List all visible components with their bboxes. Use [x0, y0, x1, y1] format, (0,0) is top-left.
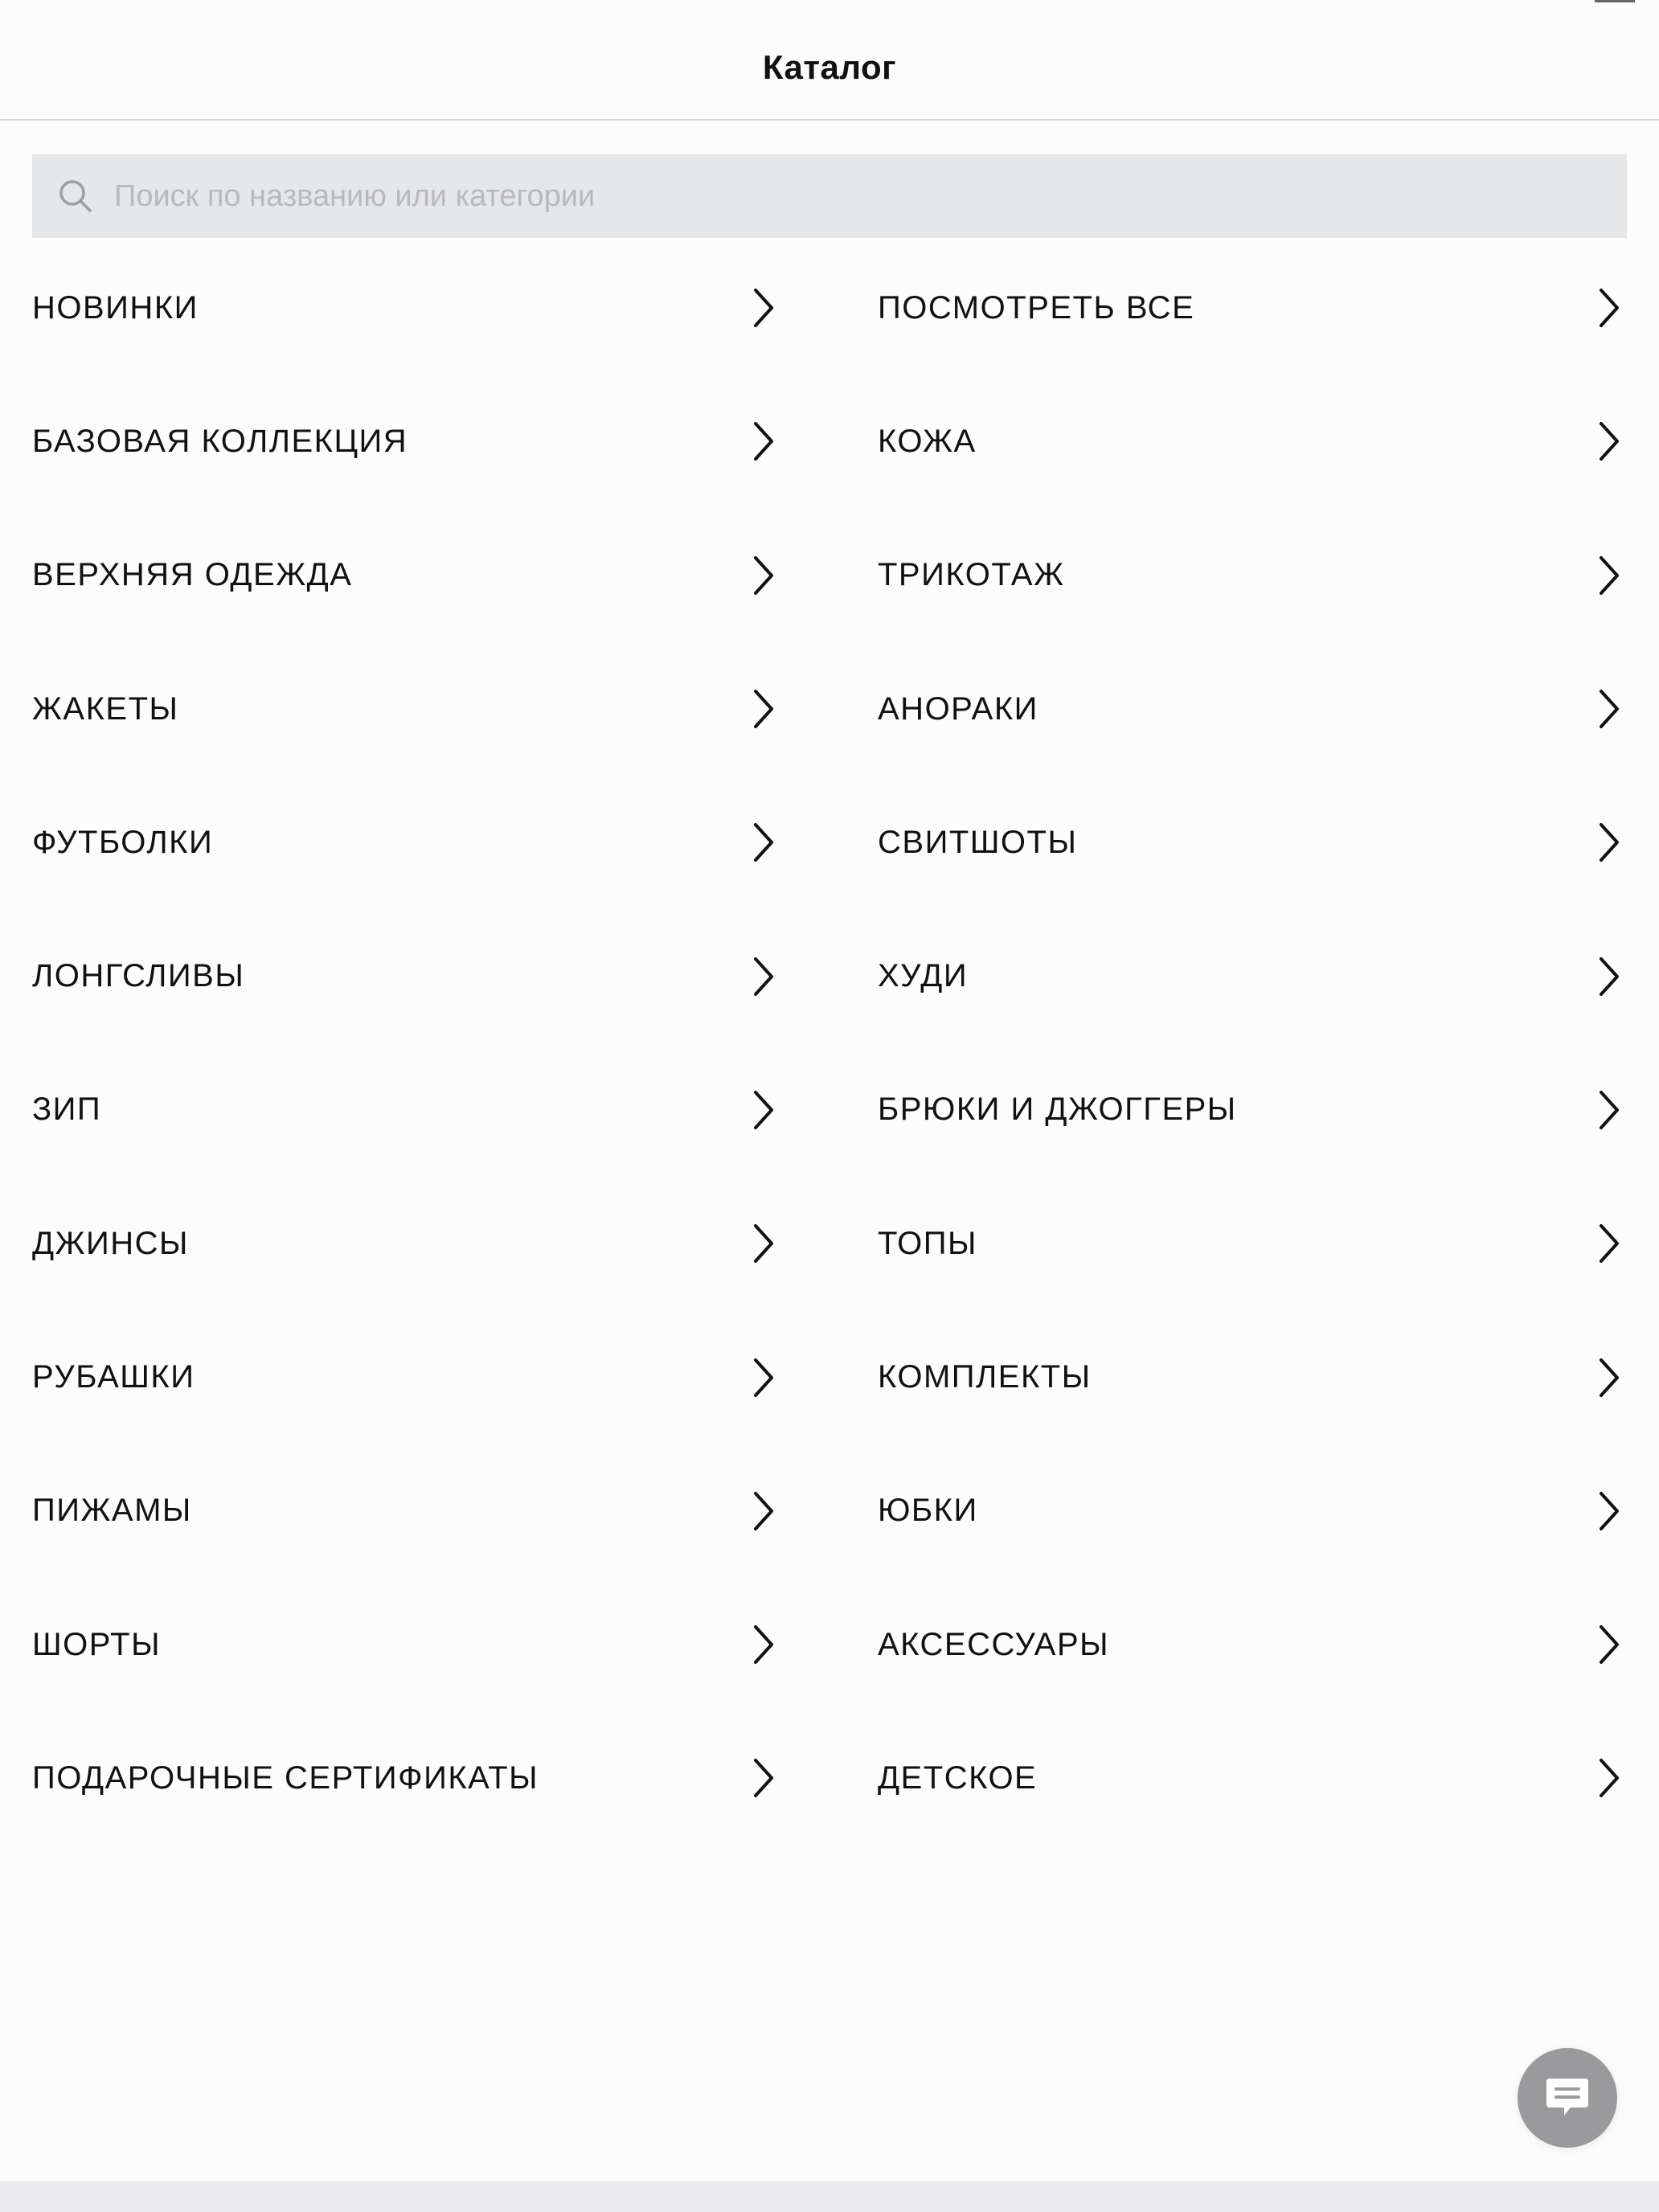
chevron-right-icon	[748, 1755, 780, 1800]
category-label: ПОДАРОЧНЫЕ СЕРТИФИКАТЫ	[32, 1759, 539, 1796]
category-item[interactable]	[32, 776, 780, 909]
category-item[interactable]	[878, 1711, 1625, 1845]
search-bar[interactable]	[32, 154, 1627, 238]
chat-bubble-icon	[1543, 2075, 1591, 2120]
category-item[interactable]	[878, 1310, 1625, 1444]
header-bar	[0, 0, 1659, 121]
category-item[interactable]	[878, 909, 1625, 1043]
search-icon	[56, 177, 95, 215]
category-label: ЛОНГСЛИВЫ	[32, 958, 245, 994]
category-item[interactable]	[878, 776, 1625, 909]
category-label: КОМПЛЕКТЫ	[878, 1359, 1092, 1395]
category-column-left	[32, 241, 780, 1845]
chevron-right-icon	[1593, 954, 1625, 999]
category-column-right	[878, 241, 1625, 1845]
category-label: ЗИП	[32, 1092, 102, 1128]
chevron-right-icon	[748, 419, 780, 464]
category-label: БРЮКИ И ДЖОГГЕРЫ	[878, 1092, 1237, 1128]
page-title: Каталог	[762, 48, 897, 86]
category-item[interactable]	[878, 241, 1625, 375]
category-item[interactable]	[32, 1043, 780, 1177]
category-item[interactable]	[32, 1578, 780, 1711]
category-label: ЮБКИ	[878, 1493, 978, 1529]
chevron-right-icon	[1593, 686, 1625, 731]
category-label: ШОРТЫ	[32, 1626, 161, 1662]
category-item[interactable]	[32, 241, 780, 375]
chevron-right-icon	[1593, 285, 1625, 330]
chevron-right-icon	[748, 553, 780, 598]
chevron-right-icon	[1593, 553, 1625, 598]
category-label: АНОРАКИ	[878, 690, 1038, 727]
category-label: КОЖА	[878, 423, 977, 459]
category-item[interactable]	[32, 1310, 780, 1444]
chevron-right-icon	[1593, 1622, 1625, 1667]
category-item[interactable]	[878, 1177, 1625, 1310]
chevron-right-icon	[748, 285, 780, 330]
category-label: ТРИКОТАЖ	[878, 557, 1065, 593]
category-item[interactable]	[32, 375, 780, 508]
category-item[interactable]	[32, 642, 780, 776]
chevron-right-icon	[748, 1622, 780, 1667]
category-label: РУБАШКИ	[32, 1359, 195, 1395]
category-item[interactable]	[878, 1444, 1625, 1578]
category-item[interactable]	[878, 1578, 1625, 1711]
category-item[interactable]	[32, 509, 780, 642]
chevron-right-icon	[748, 1489, 780, 1534]
category-label: ДЕТСКОЕ	[878, 1759, 1038, 1796]
category-item[interactable]	[878, 509, 1625, 642]
chevron-right-icon	[748, 1221, 780, 1266]
chevron-right-icon	[1593, 1088, 1625, 1133]
menu-icon[interactable]	[1595, 0, 1635, 2]
category-item[interactable]	[878, 1043, 1625, 1177]
chevron-right-icon	[1593, 419, 1625, 464]
chevron-right-icon	[748, 686, 780, 731]
category-item[interactable]	[878, 642, 1625, 776]
category-label: ФУТБОЛКИ	[32, 824, 214, 860]
chevron-right-icon	[1593, 1755, 1625, 1800]
category-item[interactable]	[878, 375, 1625, 508]
category-label: АКСЕССУАРЫ	[878, 1626, 1110, 1662]
category-label: ТОПЫ	[878, 1225, 977, 1261]
category-label: ПИЖАМЫ	[32, 1493, 192, 1529]
category-label: НОВИНКИ	[32, 289, 199, 326]
chevron-right-icon	[1593, 820, 1625, 865]
search-input[interactable]	[113, 178, 1563, 215]
category-label: ДЖИНСЫ	[32, 1225, 189, 1261]
category-item[interactable]	[32, 909, 780, 1043]
chevron-right-icon	[748, 1088, 780, 1133]
category-item[interactable]	[32, 1711, 780, 1845]
chevron-right-icon	[748, 820, 780, 865]
category-label: БАЗОВАЯ КОЛЛЕКЦИЯ	[32, 423, 408, 459]
category-label: ВЕРХНЯЯ ОДЕЖДА	[32, 557, 353, 593]
chevron-right-icon	[748, 954, 780, 999]
category-label: ЖАКЕТЫ	[32, 690, 179, 727]
category-label: ПОСМОТРЕТЬ ВСЕ	[878, 289, 1195, 326]
chevron-right-icon	[1593, 1355, 1625, 1400]
chat-button[interactable]	[1518, 2048, 1617, 2148]
chevron-right-icon	[748, 1355, 780, 1400]
bottom-strip	[0, 2181, 1659, 2212]
category-item[interactable]	[32, 1444, 780, 1578]
chevron-right-icon	[1593, 1221, 1625, 1266]
chevron-right-icon	[1593, 1489, 1625, 1534]
category-label: ХУДИ	[878, 958, 969, 994]
category-label: СВИТШОТЫ	[878, 824, 1078, 860]
category-item[interactable]	[32, 1177, 780, 1310]
